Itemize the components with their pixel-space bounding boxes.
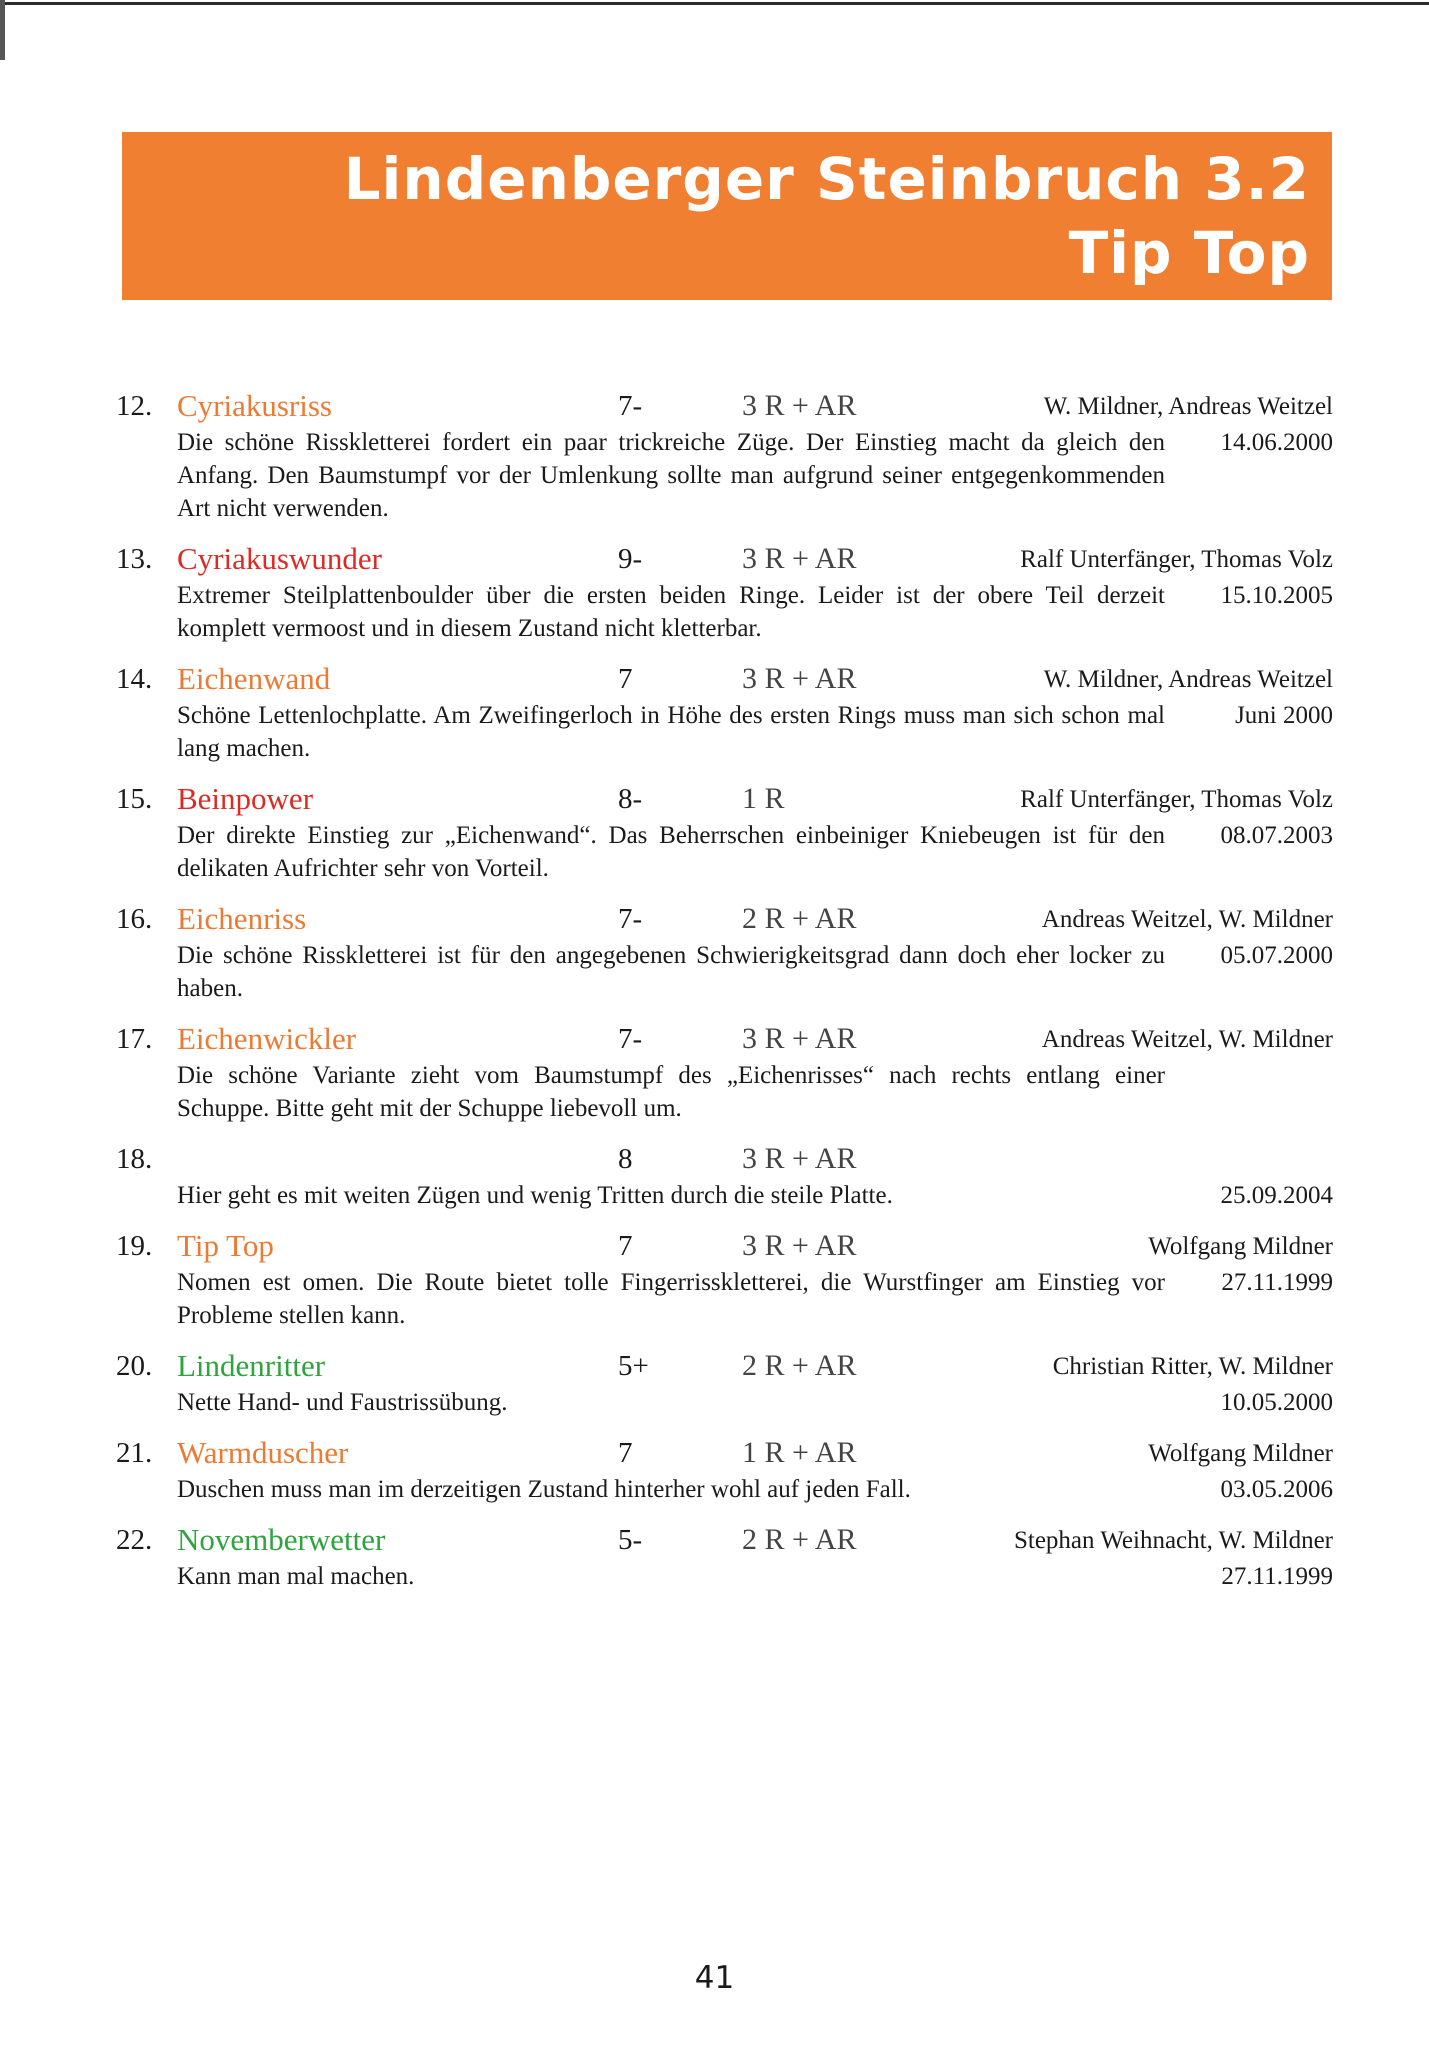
route-number: 20. bbox=[116, 1350, 153, 1382]
route-entry bbox=[0, 779, 1429, 885]
route-authors: W. Mildner, Andreas Weitzel bbox=[1043, 393, 1333, 420]
route-protection: 3 R + AR bbox=[742, 662, 857, 695]
route-date: 25.09.2004 bbox=[1220, 1182, 1333, 1209]
route-entry bbox=[0, 1139, 1429, 1212]
route-entry bbox=[0, 386, 1429, 525]
route-number: 21. bbox=[116, 1437, 153, 1469]
route-grade: 7- bbox=[618, 903, 643, 935]
route-description: Extremer Steilplattenboulder über die ersten beiden Ringe. Leider ist der obere Teil derzeit komplett vermoost und in diesem Zustand nicht kletterbar. bbox=[177, 582, 1165, 642]
section-subtitle: Tip Top bbox=[1068, 219, 1310, 287]
route-protection: 1 R + AR bbox=[742, 1436, 857, 1469]
route-protection: 3 R + AR bbox=[742, 542, 857, 575]
route-entry bbox=[0, 1433, 1429, 1506]
route-description: Die schöne Risskletterei ist für den angegebenen Schwierigkeitsgrad dann doch eher locker zu haben. bbox=[177, 942, 1165, 1002]
route-date: 10.05.2000 bbox=[1220, 1389, 1333, 1416]
route-name: Eichenriss bbox=[177, 901, 307, 936]
route-header bbox=[0, 1139, 1429, 1179]
route-date: Juni 2000 bbox=[1235, 702, 1333, 729]
route-number: 13. bbox=[116, 543, 153, 575]
route-description: Duschen muss man im derzeitigen Zustand hinterher wohl auf jeden Fall. bbox=[177, 1476, 911, 1503]
route-name: Cyriakuswunder bbox=[177, 541, 382, 576]
route-grade: 7 bbox=[618, 1230, 633, 1262]
route-description: Nomen est omen. Die Route bietet tolle Fingerrisskletterei, die Wurstfinger am Einstieg vor Probleme stellen kann. bbox=[177, 1269, 1165, 1329]
route-grade: 5+ bbox=[618, 1350, 649, 1382]
route-header bbox=[0, 899, 1429, 939]
route-body bbox=[0, 699, 1429, 765]
route-name: Novemberwetter bbox=[177, 1522, 386, 1557]
route-name: Eichenwand bbox=[177, 661, 331, 696]
route-date: 08.07.2003 bbox=[1220, 822, 1333, 849]
route-authors: Wolfgang Mildner bbox=[1148, 1233, 1333, 1260]
route-number: 22. bbox=[116, 1524, 153, 1556]
route-body bbox=[0, 819, 1429, 885]
route-grade: 8- bbox=[618, 783, 643, 815]
route-entry bbox=[0, 659, 1429, 765]
route-number: 16. bbox=[116, 903, 153, 935]
route-number: 14. bbox=[116, 663, 153, 695]
route-grade: 8 bbox=[618, 1143, 633, 1175]
route-protection: 3 R + AR bbox=[742, 1229, 857, 1262]
route-grade: 7- bbox=[618, 390, 643, 422]
section-title: Lindenberger Steinbruch 3.2 bbox=[343, 145, 1310, 213]
route-entry bbox=[0, 1520, 1429, 1593]
route-date: 03.05.2006 bbox=[1220, 1476, 1333, 1503]
route-grade: 5- bbox=[618, 1524, 643, 1556]
route-date: 27.11.1999 bbox=[1221, 1563, 1333, 1590]
route-number: 17. bbox=[116, 1023, 153, 1055]
route-description: Die schöne Variante zieht vom Baumstumpf des „Eichenrisses“ nach rechts entlang einer Schuppe. Bitte geht mit der Schuppe liebevoll um. bbox=[177, 1062, 1165, 1122]
route-body bbox=[0, 579, 1429, 645]
route-authors: Wolfgang Mildner bbox=[1148, 1440, 1333, 1467]
page-number: 41 bbox=[694, 1960, 735, 1996]
route-body bbox=[0, 1386, 1429, 1419]
route-header bbox=[0, 1346, 1429, 1386]
route-description: Kann man mal machen. bbox=[177, 1563, 415, 1590]
route-body bbox=[0, 1179, 1429, 1212]
route-authors: Christian Ritter, W. Mildner bbox=[1052, 1353, 1333, 1380]
route-body bbox=[0, 426, 1429, 525]
route-grade: 7 bbox=[618, 1437, 633, 1469]
route-grade: 7 bbox=[618, 663, 633, 695]
route-number: 12. bbox=[116, 390, 153, 422]
route-name: Eichenwickler bbox=[177, 1021, 357, 1056]
route-description: Schöne Lettenlochplatte. Am Zweifingerloch in Höhe des ersten Rings muss man sich schon mal lang machen. bbox=[177, 702, 1165, 762]
route-authors: Stephan Weihnacht, W. Mildner bbox=[1013, 1527, 1333, 1554]
route-entry bbox=[0, 899, 1429, 1005]
scan-edge bbox=[0, 0, 5, 60]
route-protection: 2 R + AR bbox=[742, 1349, 857, 1382]
route-header bbox=[0, 779, 1429, 819]
route-header bbox=[0, 386, 1429, 426]
route-date: 05.07.2000 bbox=[1220, 942, 1333, 969]
route-protection: 1 R bbox=[742, 782, 785, 815]
route-grade: 7- bbox=[618, 1023, 643, 1055]
route-description: Nette Hand- und Faustrissübung. bbox=[177, 1389, 508, 1416]
top-rule bbox=[0, 2, 1429, 5]
route-header bbox=[0, 1019, 1429, 1059]
route-entry bbox=[0, 1346, 1429, 1419]
route-body bbox=[0, 939, 1429, 1005]
route-description: Hier geht es mit weiten Zügen und wenig Tritten durch die steile Platte. bbox=[177, 1182, 893, 1209]
route-protection: 3 R + AR bbox=[742, 1142, 857, 1175]
route-description: Der direkte Einstieg zur „Eichenwand“. Das Beherrschen einbeiniger Kniebeugen ist für den delikaten Aufrichter sehr von Vorteil. bbox=[177, 822, 1165, 882]
route-number: 19. bbox=[116, 1230, 153, 1262]
route-body bbox=[0, 1560, 1429, 1593]
route-protection: 3 R + AR bbox=[742, 389, 857, 422]
route-date: 14.06.2000 bbox=[1220, 429, 1333, 456]
route-protection: 3 R + AR bbox=[742, 1022, 857, 1055]
route-header bbox=[0, 1433, 1429, 1473]
route-entry bbox=[0, 539, 1429, 645]
route-date: 27.11.1999 bbox=[1221, 1269, 1333, 1296]
route-description: Die schöne Risskletterei fordert ein paar trickreiche Züge. Der Einstieg macht da gleich den Anfang. Den Baumstumpf vor der Umlenkung sollte man aufgrund seiner entgegenkommenden Art nicht verwenden. bbox=[177, 429, 1165, 522]
route-entry bbox=[0, 1226, 1429, 1332]
route-header bbox=[0, 659, 1429, 699]
route-name: Warmduscher bbox=[177, 1435, 349, 1470]
route-number: 18. bbox=[116, 1143, 153, 1175]
route-name: Lindenritter bbox=[177, 1348, 326, 1383]
route-header bbox=[0, 1226, 1429, 1266]
route-name: Tip Top bbox=[177, 1228, 274, 1263]
route-name: Cyriakusriss bbox=[177, 388, 332, 423]
section-header bbox=[122, 132, 1332, 300]
route-body bbox=[0, 1059, 1429, 1125]
route-protection: 2 R + AR bbox=[742, 902, 857, 935]
route-authors: Andreas Weitzel, W. Mildner bbox=[1041, 906, 1333, 933]
route-name: Beinpower bbox=[177, 781, 314, 816]
route-header bbox=[0, 1520, 1429, 1560]
route-date: 15.10.2005 bbox=[1220, 582, 1333, 609]
route-list bbox=[0, 386, 1429, 1607]
route-authors: W. Mildner, Andreas Weitzel bbox=[1043, 666, 1333, 693]
route-body bbox=[0, 1266, 1429, 1332]
route-protection: 2 R + AR bbox=[742, 1523, 857, 1556]
route-authors: Andreas Weitzel, W. Mildner bbox=[1041, 1026, 1333, 1053]
route-body bbox=[0, 1473, 1429, 1506]
route-entry bbox=[0, 1019, 1429, 1125]
route-grade: 9- bbox=[618, 543, 643, 575]
route-number: 15. bbox=[116, 783, 153, 815]
route-authors: Ralf Unterfänger, Thomas Volz bbox=[1020, 546, 1333, 573]
route-authors: Ralf Unterfänger, Thomas Volz bbox=[1020, 786, 1333, 813]
route-header bbox=[0, 539, 1429, 579]
